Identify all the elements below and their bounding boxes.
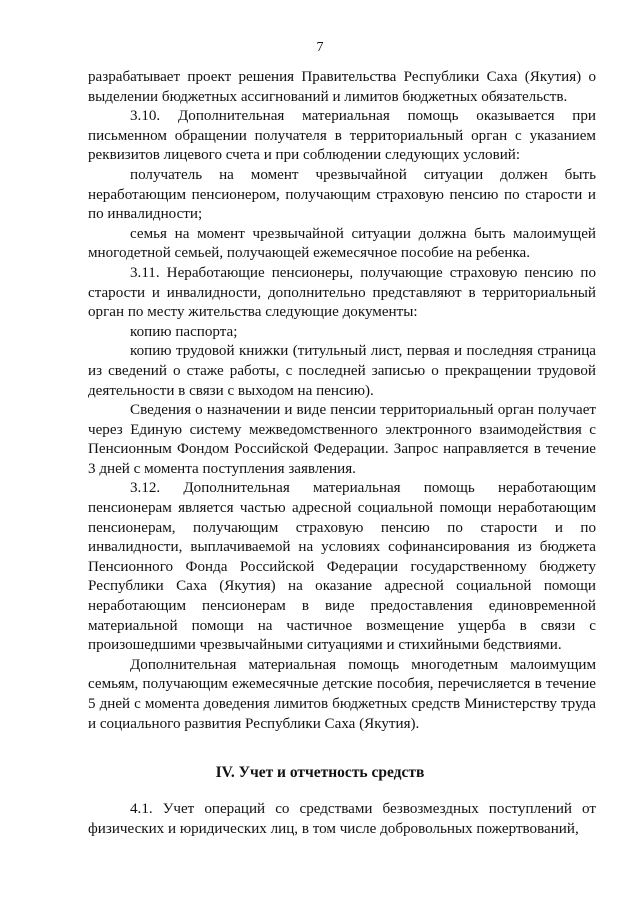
paragraph: получатель на момент чрезвычайной ситуации должен быть неработающим пенсионером, получающим страховую пенсию по старости и по инвалидности; xyxy=(88,166,596,223)
paragraph: Дополнительная материальная помощь многодетным малоимущим семьям, получающим ежемесячные детские пособия, перечисляется в течение 5 дней с момента доведения лимитов бюджетных средств Министерству труда и социального развития Республики Саха (Якутия). xyxy=(88,656,596,732)
paragraph: разрабатывает проект решения Правительства Республики Саха (Якутия) о выделении бюджетных ассигнований и лимитов бюджетных обязательств. xyxy=(88,69,596,105)
body-text xyxy=(88,68,596,734)
section-title: IV. Учет и отчетность средств xyxy=(215,764,425,781)
section-body-text xyxy=(88,800,596,839)
paragraph: 3.10. Дополнительная материальная помощь оказывается при письменном обращении получателя в территориальный орган с указанием реквизитов лицевого счета и при соблюдении следующих условий: xyxy=(88,108,596,164)
paragraph: 3.12. Дополнительная материальная помощь неработающим пенсионерам является частью адресной социальной помощи неработающим пенсионерам, получающим страховую пенсию по старости и по инвалидности, выплачиваемой на условиях софинансирования из бюджета Пенсионного Фонда Российской Федерации государственному бюджету Республики Саха (Якутия) на оказание адресной социальной помощи неработающим пенсионерам в виде предоставления единовременной материальной помощи на частичное возмещение ущерба в связи с произошедшими чрезвычайными ситуациями и стихийными бедствиями. xyxy=(88,480,596,654)
page-number: 7 xyxy=(316,40,324,55)
paragraph: 3.11. Неработающие пенсионеры, получающие страховую пенсию по старости и инвалидности, дополнительно представляют в территориальный орган по месту жительства следующие документы: xyxy=(88,264,596,321)
paragraph: Сведения о назначении и виде пенсии территориальный орган получает через Единую систему межведомственного электронного взаимодействия с Пенсионным Фондом Российской Федерации. Запрос направляется в течение 3 дней с момента поступления заявления. xyxy=(88,402,596,477)
paragraph: семья на момент чрезвычайной ситуации должна быть малоимущей многодетной семьей, получающей ежемесячное пособие на ребенка. xyxy=(88,225,596,262)
paragraph: копию трудовой книжки (титульный лист, первая и последняя страница из сведений о стаже работы, с последней записью о прекращении трудовой деятельности в связи с выходом на пенсию). xyxy=(88,343,596,399)
paragraph: 4.1. Учет операций со средствами безвозмездных поступлений от физических и юридических лиц, в том числе добровольных пожертвований, xyxy=(88,801,596,837)
paragraph: копию паспорта; xyxy=(130,323,238,340)
